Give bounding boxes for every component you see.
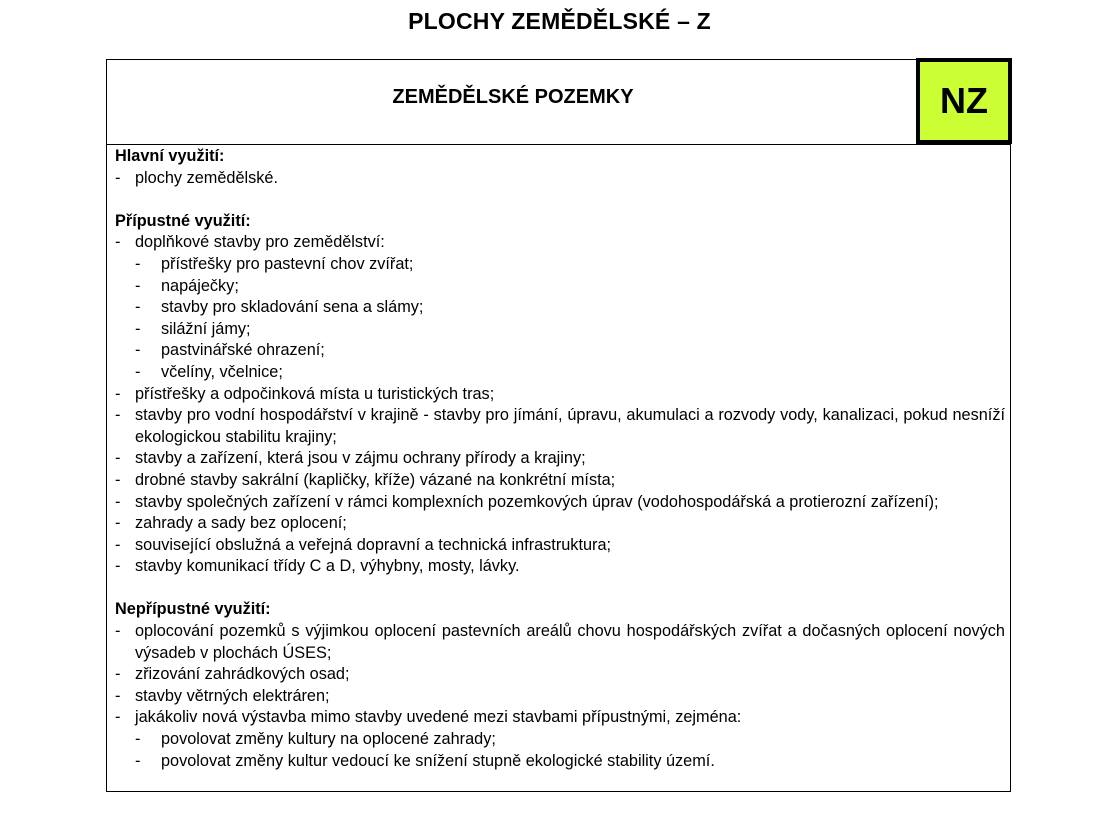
sub-list-item-text: napáječky; xyxy=(161,276,239,295)
dash-bullet: - xyxy=(115,492,121,511)
area-name: ZEMĚDĚLSKÉ POZEMKY xyxy=(392,86,634,108)
sub-list-item xyxy=(115,276,1005,298)
list-item xyxy=(115,168,1005,190)
section-gap xyxy=(115,189,1005,211)
table-header-row xyxy=(107,60,1010,145)
dash-bullet: - xyxy=(115,535,121,554)
sub-list-item-text: přístřešky pro pastevní chov zvířat; xyxy=(161,254,414,273)
list-item-text: stavby a zařízení, která jsou v zájmu ochrany přírody a krajiny; xyxy=(135,449,586,468)
list-item-text: stavby společných zařízení v rámci komplexních pozemkových úprav (vodohospodářská a protierozní zařízení); xyxy=(135,492,939,511)
list-item-text: stavby pro vodní hospodářství v krajině - stavby pro jímání, úpravu, akumulaci a rozvody vody, kanalizaci, pokud nesníží ekologickou stabilitu krajiny; xyxy=(135,406,1005,446)
dash-bullet: - xyxy=(135,730,141,749)
section-gap xyxy=(115,578,1005,600)
sub-list-item-text: pastvinářské ohrazení; xyxy=(161,341,325,360)
list-item-text: související obslužná a veřejná dopravní a technická infrastruktura; xyxy=(135,535,612,554)
list-item xyxy=(115,384,1005,406)
section-heading-prohibited-use: Nepřípustné využití: xyxy=(115,600,271,619)
sub-list-item-text: včelíny, včelnice; xyxy=(161,362,283,381)
list-item xyxy=(115,513,1005,535)
list-item-text: stavby komunikací třídy C a D, výhybny, mosty, lávky. xyxy=(135,557,520,576)
page-title: PLOCHY ZEMĚDĚLSKÉ – Z xyxy=(408,8,711,34)
section-heading-main-use: Hlavní využití: xyxy=(115,147,225,165)
dash-bullet: - xyxy=(115,168,121,187)
list-item xyxy=(115,664,1005,686)
list-item xyxy=(115,621,1005,664)
dash-bullet: - xyxy=(115,470,121,489)
dash-bullet: - xyxy=(135,341,141,360)
list-item-text: drobné stavby sakrální (kapličky, kříže) vázané na konkrétní místa; xyxy=(135,470,616,489)
dash-bullet: - xyxy=(135,362,141,381)
list-item xyxy=(115,405,1005,448)
list-item-text: jakákoliv nová výstavba mimo stavby uvedené mezi stavbami přípustnými, zejména: xyxy=(135,708,742,727)
dash-bullet: - xyxy=(115,622,121,641)
dash-bullet: - xyxy=(135,254,141,273)
list-item-text: stavby větrných elektráren; xyxy=(135,686,330,705)
dash-bullet: - xyxy=(135,319,141,338)
list-item xyxy=(115,492,1005,514)
dash-bullet: - xyxy=(115,406,121,425)
sub-list-item-text: stavby pro skladování sena a slámy; xyxy=(161,298,424,317)
sub-list-item xyxy=(115,362,1005,384)
dash-bullet: - xyxy=(115,233,121,252)
dash-bullet: - xyxy=(135,751,141,770)
dash-bullet: - xyxy=(115,384,121,403)
dash-bullet: - xyxy=(115,686,121,705)
sub-list-item xyxy=(115,751,1005,773)
list-item-text: doplňkové stavby pro zemědělství: xyxy=(135,233,385,252)
area-code-badge: NZ xyxy=(916,58,1012,144)
sub-list-item xyxy=(115,254,1005,276)
list-item xyxy=(115,448,1005,470)
list-item-text: oplocování pozemků s výjimkou oplocení pastevních areálů chovu hospodářských zvířat a dočasných oplocení nových výsadeb v plochách ÚSES; xyxy=(135,622,1005,662)
dash-bullet: - xyxy=(115,665,121,684)
list-item xyxy=(115,470,1005,492)
dash-bullet: - xyxy=(135,276,141,295)
list-item-text: zřizování zahrádkových osad; xyxy=(135,665,350,684)
sub-list-item xyxy=(115,340,1005,362)
dash-bullet: - xyxy=(135,298,141,317)
list-item xyxy=(115,535,1005,557)
list-item-text: přístřešky a odpočinková místa u turistických tras; xyxy=(135,384,495,403)
list-item xyxy=(115,232,1005,254)
dash-bullet: - xyxy=(115,514,121,533)
dash-bullet: - xyxy=(115,557,121,576)
sub-list-item xyxy=(115,729,1005,751)
list-item xyxy=(115,686,1005,708)
regulation-table xyxy=(106,59,1011,792)
list-item xyxy=(115,707,1005,729)
sub-list-item-text: povolovat změny kultur vedoucí ke snížení stupně ekologické stability území. xyxy=(161,751,715,770)
regulation-content xyxy=(115,146,1005,772)
sub-list-item-text: silážní jámy; xyxy=(161,319,251,338)
sub-list-item xyxy=(115,319,1005,341)
dash-bullet: - xyxy=(115,708,121,727)
sub-list-item-text: povolovat změny kultury na oplocené zahrady; xyxy=(161,730,496,749)
dash-bullet: - xyxy=(115,449,121,468)
list-item xyxy=(115,556,1005,578)
list-item-text: zahrady a sady bez oplocení; xyxy=(135,514,347,533)
sub-list-item xyxy=(115,297,1005,319)
list-item-text: plochy zemědělské. xyxy=(135,168,278,187)
section-heading-permitted-use: Přípustné využití: xyxy=(115,211,251,230)
